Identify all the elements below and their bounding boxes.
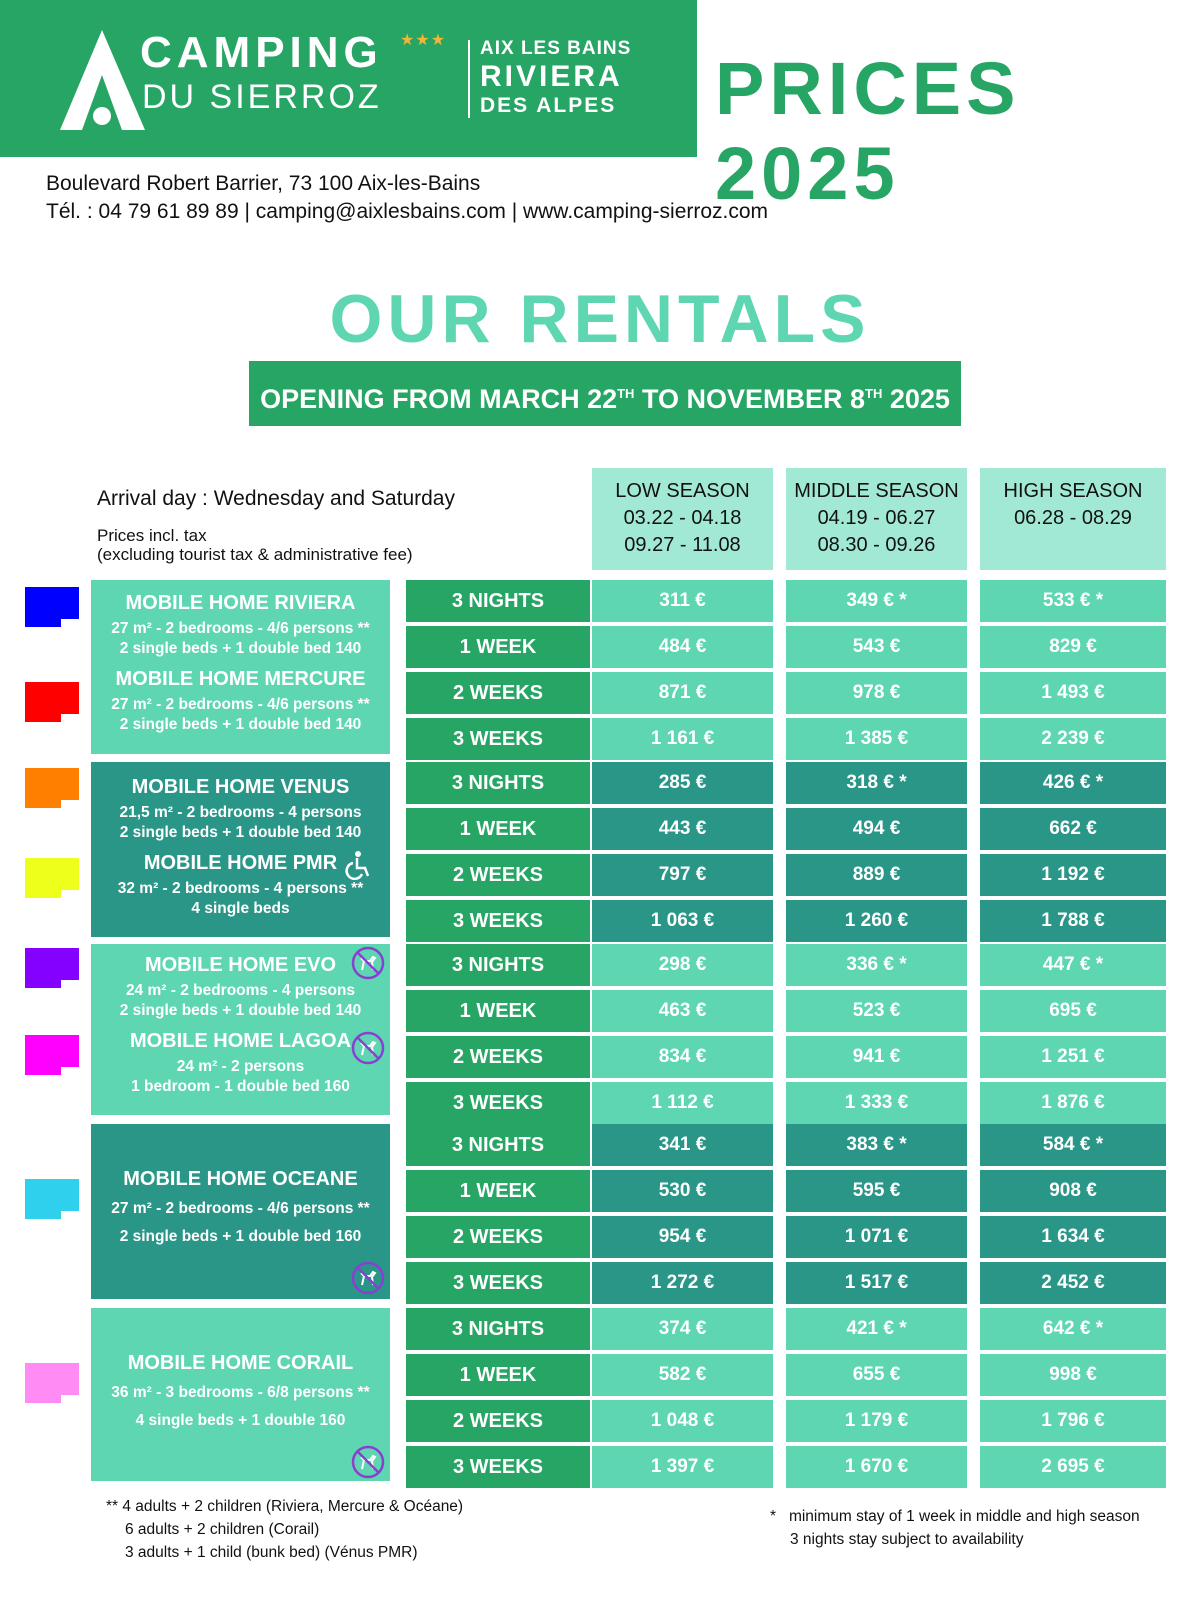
price-cell: 336 € * <box>786 944 967 986</box>
footnote-line: ** 4 adults + 2 children (Riviera, Mercure & Océane) <box>106 1498 464 1515</box>
price-cell: 1 112 € <box>592 1082 773 1124</box>
season-dates: 09.27 - 11.08 <box>624 534 741 556</box>
rating-stars: ★★★ <box>400 32 447 49</box>
footnote-line: * minimum stay of 1 week in middle and high season <box>770 1508 1140 1525</box>
info-box-oceane <box>91 1124 390 1299</box>
color-swatch-venus <box>25 768 79 808</box>
duration-label: 3 WEEKS <box>406 1446 590 1488</box>
price-cell: 1 634 € <box>980 1216 1166 1258</box>
price-cell: 1 192 € <box>980 854 1166 896</box>
price-cell: 1 260 € <box>786 900 967 942</box>
duration-label: 1 WEEK <box>406 808 590 850</box>
price-cell: 426 € * <box>980 762 1166 804</box>
price-cell: 1 272 € <box>592 1262 773 1304</box>
duration-label: 3 WEEKS <box>406 1262 590 1304</box>
header-divider <box>468 40 470 118</box>
season-header-high <box>980 468 1166 570</box>
season-dates: 06.28 - 08.29 <box>1014 507 1132 529</box>
duration-label: 3 WEEKS <box>406 718 590 760</box>
home-desc: 21,5 m² - 2 bedrooms - 4 persons <box>119 804 362 821</box>
price-cell: 797 € <box>592 854 773 896</box>
price-cell: 829 € <box>980 626 1166 668</box>
address-line: Boulevard Robert Barrier, 73 100 Aix-les-Bains <box>46 172 481 195</box>
duration-label: 3 NIGHTS <box>406 1124 590 1166</box>
price-cell: 1 788 € <box>980 900 1166 942</box>
price-cell: 318 € * <box>786 762 967 804</box>
home-desc: 2 single beds + 1 double bed 140 <box>119 824 362 841</box>
season-name: LOW SEASON <box>615 480 750 502</box>
price-cell: 908 € <box>980 1170 1166 1212</box>
price-cell: 595 € <box>786 1170 967 1212</box>
season-dates: 08.30 - 09.26 <box>817 534 936 556</box>
duration-label: 3 NIGHTS <box>406 580 590 622</box>
home-desc: 27 m² - 2 bedrooms - 4/6 persons ** <box>111 696 370 713</box>
color-swatch-lagoa <box>25 1035 79 1075</box>
opening-sup-2: TH <box>865 386 883 401</box>
home-name-corail: MOBILE HOME CORAIL <box>127 1352 354 1374</box>
footnote-double-star <box>106 1495 463 1564</box>
home-desc: 32 m² - 2 bedrooms - 4 persons ** <box>117 880 364 897</box>
color-swatch-oceane <box>25 1179 79 1219</box>
riviera-logo-line1: AIX LES BAINS <box>480 38 632 59</box>
contact-line: Tél. : 04 79 61 89 89 | camping@aixlesbains.com | www.camping-sierroz.com <box>46 200 769 223</box>
price-cell: 1 179 € <box>786 1400 967 1442</box>
opening-dates-banner <box>249 361 961 426</box>
price-cell: 1 876 € <box>980 1082 1166 1124</box>
duration-label: 1 WEEK <box>406 626 590 668</box>
price-cell: 2 239 € <box>980 718 1166 760</box>
home-name-lagoa: MOBILE HOME LAGOA <box>129 1030 352 1052</box>
duration-label: 3 WEEKS <box>406 1082 590 1124</box>
section-title: OUR RENTALS <box>329 281 871 357</box>
price-cell: 978 € <box>786 672 967 714</box>
prices-note-2: (excluding tourist tax & administrative fee) <box>97 545 413 564</box>
no-pets-icon <box>351 946 385 980</box>
duration-label: 3 NIGHTS <box>406 762 590 804</box>
price-cell: 1 670 € <box>786 1446 967 1488</box>
home-name-mercure: MOBILE HOME MERCURE <box>115 668 366 690</box>
footnote-line: 3 adults + 1 child (bunk bed) (Vénus PMR) <box>125 1544 418 1561</box>
price-cell: 2 695 € <box>980 1446 1166 1488</box>
price-cell: 533 € * <box>980 580 1166 622</box>
price-cell: 285 € <box>592 762 773 804</box>
color-swatch-mercure <box>25 682 79 722</box>
duration-label: 2 WEEKS <box>406 854 590 896</box>
price-cell: 443 € <box>592 808 773 850</box>
price-cell: 1 493 € <box>980 672 1166 714</box>
home-desc: 4 single beds + 1 double 160 <box>135 1412 346 1429</box>
season-name: HIGH SEASON <box>1003 480 1143 502</box>
price-cell: 655 € <box>786 1354 967 1396</box>
home-name-pmr: MOBILE HOME PMR <box>143 852 338 874</box>
color-swatch-corail <box>25 1363 79 1403</box>
duration-label: 2 WEEKS <box>406 1036 590 1078</box>
price-cell: 834 € <box>592 1036 773 1078</box>
duration-label: 3 NIGHTS <box>406 1308 590 1350</box>
footnote-line: 3 nights stay subject to availability <box>790 1531 1024 1548</box>
price-cell: 889 € <box>786 854 967 896</box>
price-cell: 523 € <box>786 990 967 1032</box>
price-cell: 695 € <box>980 990 1166 1032</box>
price-cell: 584 € * <box>980 1124 1166 1166</box>
opening-suffix: 2025 <box>882 384 950 414</box>
color-swatch-evo <box>25 948 79 988</box>
season-dates: 04.19 - 06.27 <box>817 507 936 529</box>
no-pets-icon <box>351 1031 385 1065</box>
home-name-riviera: MOBILE HOME RIVIERA <box>125 592 356 614</box>
footnote-line: 6 adults + 2 children (Corail) <box>125 1521 320 1538</box>
opening-prefix: OPENING FROM MARCH 22 <box>260 384 618 414</box>
price-cell: 582 € <box>592 1354 773 1396</box>
opening-sup-1: TH <box>617 386 635 401</box>
no-pets-icon <box>351 1445 385 1479</box>
info-box-corail <box>91 1308 390 1481</box>
camping-tent-logo-icon <box>60 30 145 130</box>
price-cell: 642 € * <box>980 1308 1166 1350</box>
price-cell: 1 161 € <box>592 718 773 760</box>
duration-label: 3 NIGHTS <box>406 944 590 986</box>
price-cell: 662 € <box>980 808 1166 850</box>
duration-label: 2 WEEKS <box>406 1216 590 1258</box>
home-desc: 27 m² - 2 bedrooms - 4/6 persons ** <box>111 620 370 637</box>
home-desc: 4 single beds <box>191 900 290 917</box>
duration-label: 3 WEEKS <box>406 900 590 942</box>
home-desc: 2 single beds + 1 double bed 140 <box>119 1002 362 1019</box>
arrival-days: Arrival day : Wednesday and Saturday <box>97 487 455 510</box>
season-header-middle <box>786 468 967 570</box>
price-cell: 383 € * <box>786 1124 967 1166</box>
home-name-venus: MOBILE HOME VENUS <box>131 776 350 798</box>
home-desc: 24 m² - 2 bedrooms - 4 persons <box>125 982 356 999</box>
price-cell: 447 € * <box>980 944 1166 986</box>
price-cell: 374 € <box>592 1308 773 1350</box>
footnote-star <box>770 1505 1140 1551</box>
price-cell: 494 € <box>786 808 967 850</box>
price-cell: 341 € <box>592 1124 773 1166</box>
home-desc: 2 single beds + 1 double bed 140 <box>119 640 362 657</box>
price-cell: 1 333 € <box>786 1082 967 1124</box>
page-title: PRICES 2025 <box>715 47 1021 215</box>
duration-label: 1 WEEK <box>406 1170 590 1212</box>
price-cell: 484 € <box>592 626 773 668</box>
price-cell: 941 € <box>786 1036 967 1078</box>
price-cell: 1 397 € <box>592 1446 773 1488</box>
color-swatch-riviera <box>25 587 79 627</box>
prices-note-1: Prices incl. tax <box>97 526 207 545</box>
price-cell: 543 € <box>786 626 967 668</box>
price-cell: 298 € <box>592 944 773 986</box>
price-cell: 871 € <box>592 672 773 714</box>
price-cell: 1 071 € <box>786 1216 967 1258</box>
duration-label: 1 WEEK <box>406 1354 590 1396</box>
price-cell: 1 796 € <box>980 1400 1166 1442</box>
season-header-low <box>592 468 773 570</box>
price-cell: 998 € <box>980 1354 1166 1396</box>
season-dates: 03.22 - 04.18 <box>623 507 742 529</box>
price-cell: 1 048 € <box>592 1400 773 1442</box>
price-cell: 311 € <box>592 580 773 622</box>
brand-name-line2: DU SIERROZ <box>142 78 382 116</box>
no-pets-icon <box>351 1261 385 1295</box>
home-desc: 36 m² - 3 bedrooms - 6/8 persons ** <box>111 1384 370 1401</box>
wheelchair-icon <box>343 850 371 880</box>
riviera-logo-line3: DES ALPES <box>480 94 617 117</box>
info-box-group-3 <box>91 944 390 1115</box>
duration-label: 2 WEEKS <box>406 1400 590 1442</box>
price-cell: 421 € * <box>786 1308 967 1350</box>
home-desc: 1 bedroom - 1 double bed 160 <box>131 1078 350 1095</box>
season-name: MIDDLE SEASON <box>794 480 959 502</box>
price-cell: 349 € * <box>786 580 967 622</box>
info-box-group-1 <box>91 580 390 754</box>
riviera-logo-line2: RIVIERA <box>480 60 623 93</box>
duration-label: 2 WEEKS <box>406 672 590 714</box>
price-cell: 1 517 € <box>786 1262 967 1304</box>
color-swatch-pmr <box>25 858 79 898</box>
price-cell: 1 385 € <box>786 718 967 760</box>
home-name-oceane: MOBILE HOME OCEANE <box>123 1168 358 1190</box>
home-desc: 27 m² - 2 bedrooms - 4/6 persons ** <box>111 1200 370 1217</box>
opening-middle: TO NOVEMBER 8 <box>634 384 865 414</box>
price-cell: 2 452 € <box>980 1262 1166 1304</box>
home-desc: 24 m² - 2 persons <box>176 1058 305 1075</box>
price-cell: 1 063 € <box>592 900 773 942</box>
price-cell: 1 251 € <box>980 1036 1166 1078</box>
price-cell: 954 € <box>592 1216 773 1258</box>
duration-label: 1 WEEK <box>406 990 590 1032</box>
price-cell: 463 € <box>592 990 773 1032</box>
home-name-evo: MOBILE HOME EVO <box>144 954 337 976</box>
home-desc: 2 single beds + 1 double bed 140 <box>119 716 362 733</box>
brand-name-line1: CAMPING <box>140 28 383 77</box>
home-desc: 2 single beds + 1 double bed 160 <box>119 1228 362 1245</box>
price-cell: 530 € <box>592 1170 773 1212</box>
